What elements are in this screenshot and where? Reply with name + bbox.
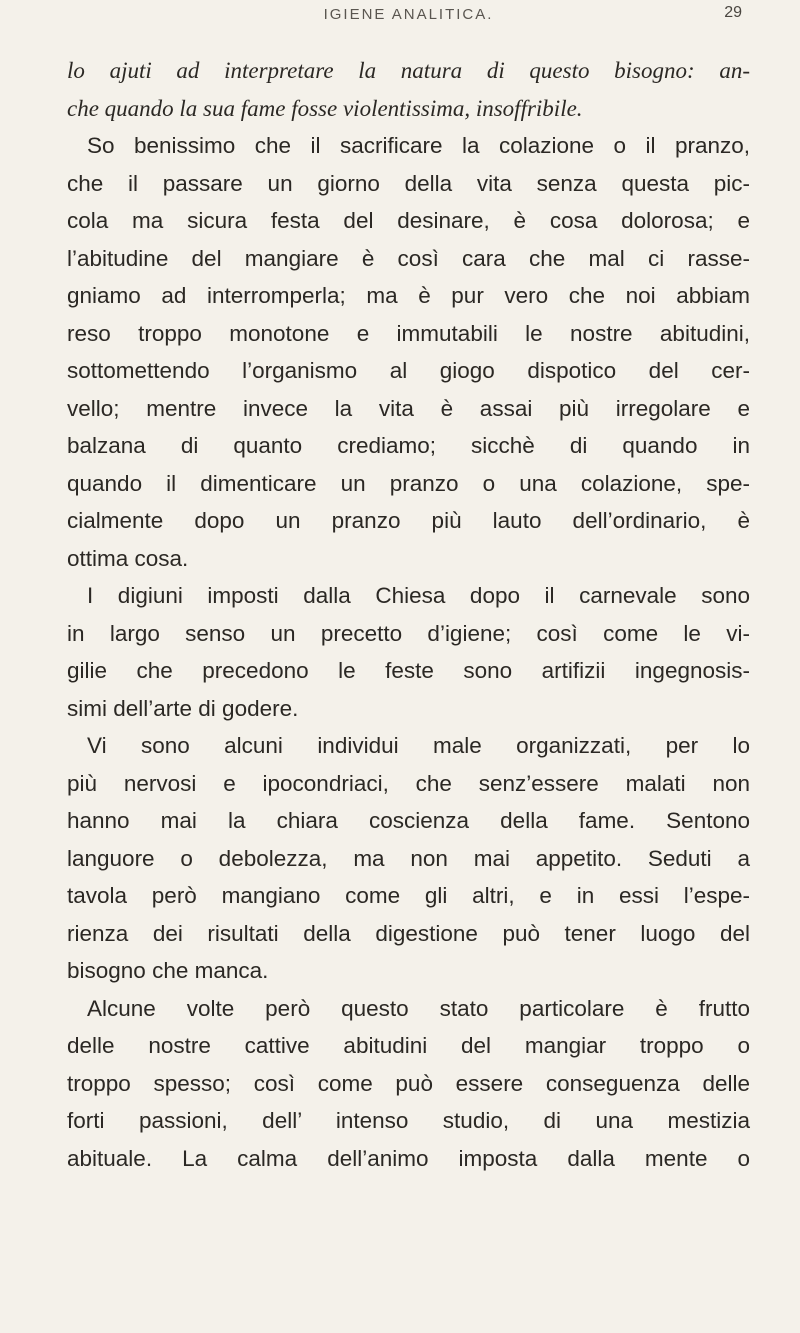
text-line: ottima cosa. [67, 545, 189, 571]
text-line: più nervosi e ipocondriaci, che senz’essere malati non [67, 770, 750, 796]
text-line: cola ma sicura festa del desinare, è cosa dolorosa; e [67, 208, 750, 233]
page-number: 29 [724, 4, 742, 21]
text-line: gniamo ad interromperla; ma è pur vero che noi abbiam [67, 283, 750, 308]
text-line: tavola però mangiano come gli altri, e in essi l’espe- [67, 883, 750, 908]
text-line: balzana di quanto crediamo; sicchè di quando in [67, 433, 750, 458]
text-line: sottomettendo l’organismo al giogo dispotico del cer- [67, 358, 750, 383]
text-line: So benissimo che il sacrificare la colazione o il pranzo, [87, 133, 750, 158]
text-line: gilie che precedono le feste sono artifizii ingegnosis- [67, 658, 750, 683]
text-line: Alcune volte però questo stato particolare è frutto [87, 995, 750, 1021]
text-line: l’abitudine del mangiare è così cara che mal ci rasse- [67, 245, 750, 271]
running-head [67, 0, 750, 52]
text-line: hanno mai la chiara coscienza della fame. Sentono [67, 808, 750, 833]
text-line: reso troppo monotone e immutabili le nostre abitudini, [67, 320, 750, 346]
text-line: che il passare un giorno della vita senza questa pic- [67, 170, 750, 196]
text-line: in largo senso un precetto d’igiene; così come le vi- [67, 620, 750, 646]
text-line: bisogno che manca. [67, 958, 269, 983]
text-line: abituale. La calma dell’animo imposta dalla mente o [67, 1145, 750, 1171]
text-line: delle nostre cattive abitudini del mangiar troppo o [67, 1033, 750, 1058]
text-line: lo ajuti ad interpretare la natura di questo bisogno: an- [67, 58, 750, 83]
running-title: IGIENE ANALITICA. [323, 6, 494, 23]
text-line: I digiuni imposti dalla Chiesa dopo il carnevale sono [87, 583, 750, 608]
text-line: cialmente dopo un pranzo più lauto dell’ordinario, è [67, 508, 750, 533]
body-text [67, 52, 750, 1177]
text-line: che quando la sua fame fosse violentissima, insoffribile. [67, 95, 583, 121]
text-line: rienza dei risultati della digestione può tener luogo del [67, 920, 750, 946]
text-line: languore o debolezza, ma non mai appetito. Seduti a [67, 845, 750, 871]
text-line: vello; mentre invece la vita è assai più irregolare e [67, 395, 750, 421]
text-line: troppo spesso; così come può essere conseguenza delle [67, 1070, 750, 1096]
text-line: Vi sono alcuni individui male organizzati, per lo [87, 733, 750, 758]
text-line: quando il dimenticare un pranzo o una colazione, spe- [67, 470, 750, 496]
text-line: simi dell’arte di godere. [67, 695, 299, 721]
text-line: forti passioni, dell’ intenso studio, di una mestizia [67, 1108, 750, 1133]
